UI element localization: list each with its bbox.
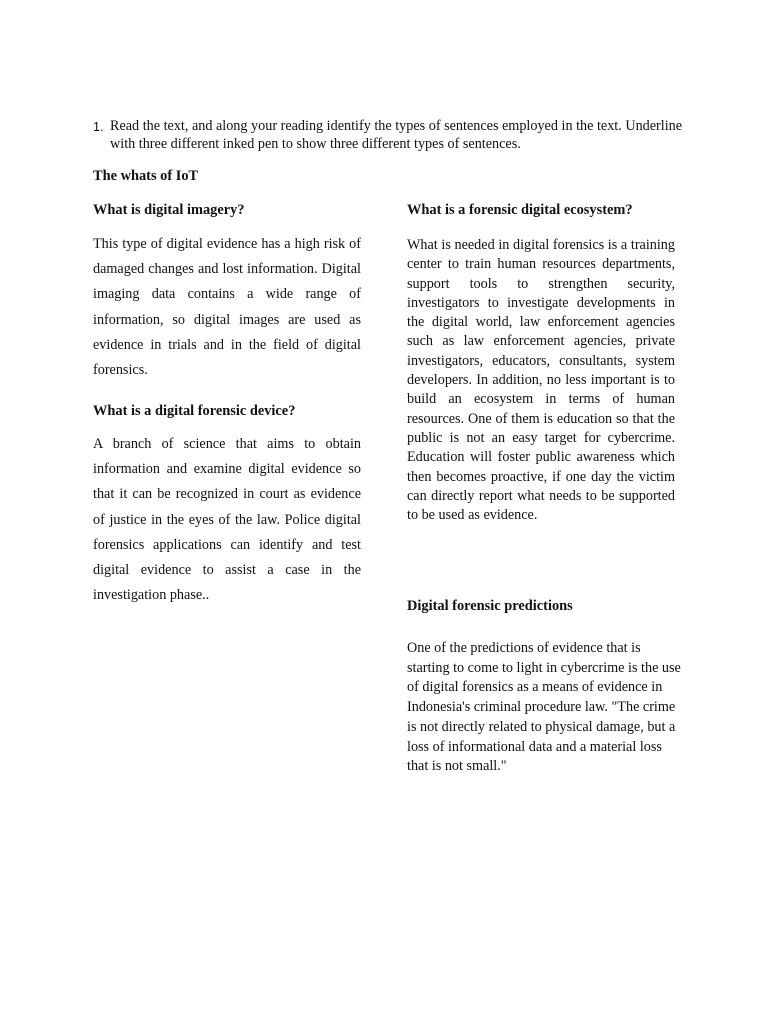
section-heading-digital-forensic-device: What is a digital forensic device? xyxy=(93,403,296,419)
section-body-digital-imagery: This type of digital evidence has a high risk of damaged changes and lost information. Digital imaging data contains a wide range of information, so digital images are used as evidence in trials and in the field of digital forensics. xyxy=(93,236,361,379)
section-body-digital-forensic-device: A branch of science that aims to obtain information and examine digital evidence so that it can be recognized in court as evidence of justice in the eyes of the law. Police digital forensics applications can identify and test digital evidence to assist a case in the investigation phase.. xyxy=(93,436,361,604)
section-heading-digital-imagery: What is digital imagery? xyxy=(93,202,245,218)
section-body-forensic-ecosystem: What is needed in digital forensics is a training center to train human resources departments, support tools to strengthen security, investigators to investigate developments in the digital world, law enforcement agencies such as law enforcement agencies, private investigators, educators, consultants, system developers. In addition, no less important is to build an ecosystem in terms of human resources. One of them is education so that the public is not an easy target for cybercrime. Education will foster public awareness which then becomes proactive, if one day the victim can directly report what needs to be supported to be used as evidence. xyxy=(407,237,675,524)
instruction-item xyxy=(93,117,683,153)
section-heading-forensic-ecosystem: What is a forensic digital ecosystem? xyxy=(407,202,633,218)
instruction-text: Read the text, and along your reading identify the types of sentences employed in the text. Underline with three different inked pen to show three different types of sentences. xyxy=(110,118,683,152)
instruction-number: 1. xyxy=(93,120,104,134)
document-title: The whats of IoT xyxy=(93,168,199,184)
section-heading-digital-forensic-predictions: Digital forensic predictions xyxy=(407,598,573,614)
section-body-digital-forensic-predictions: One of the predictions of evidence that is starting to come to light in cybercrime is the use of digital forensics as a means of evidence in Indonesia's criminal procedure law. "The crime is not directly related to physical damage, but a loss of informational data and a material loss that is not small." xyxy=(407,640,681,775)
